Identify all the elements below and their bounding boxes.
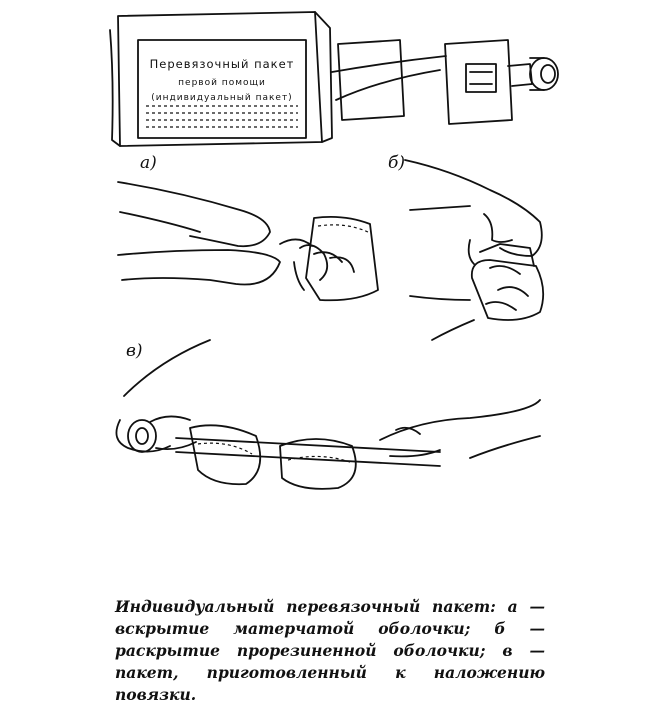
opened-dressing: [332, 40, 558, 124]
figure-caption: Индивидуальный перевязочный пакет: а — вскрытие матерчатой оболочки; б — раскрытие прорезиненной оболочки; в — пакет, приготовленный к наложению повязки.: [115, 597, 545, 704]
package-subtitle-1: первой помощи: [178, 78, 266, 88]
panel-a-drawing: [118, 182, 378, 300]
panel-b-drawing: [405, 160, 543, 340]
panel-v-drawing: [116, 340, 540, 489]
panel-label-a: а): [140, 153, 157, 173]
panel-label-b: б): [388, 153, 406, 173]
package-subtitle-2: (индивидуальный пакет): [151, 93, 293, 103]
package-fine-print: [146, 106, 298, 127]
panel-label-v: в): [126, 341, 143, 361]
package-envelope: [110, 12, 332, 146]
package-title: Перевязочный пакет: [149, 57, 295, 71]
